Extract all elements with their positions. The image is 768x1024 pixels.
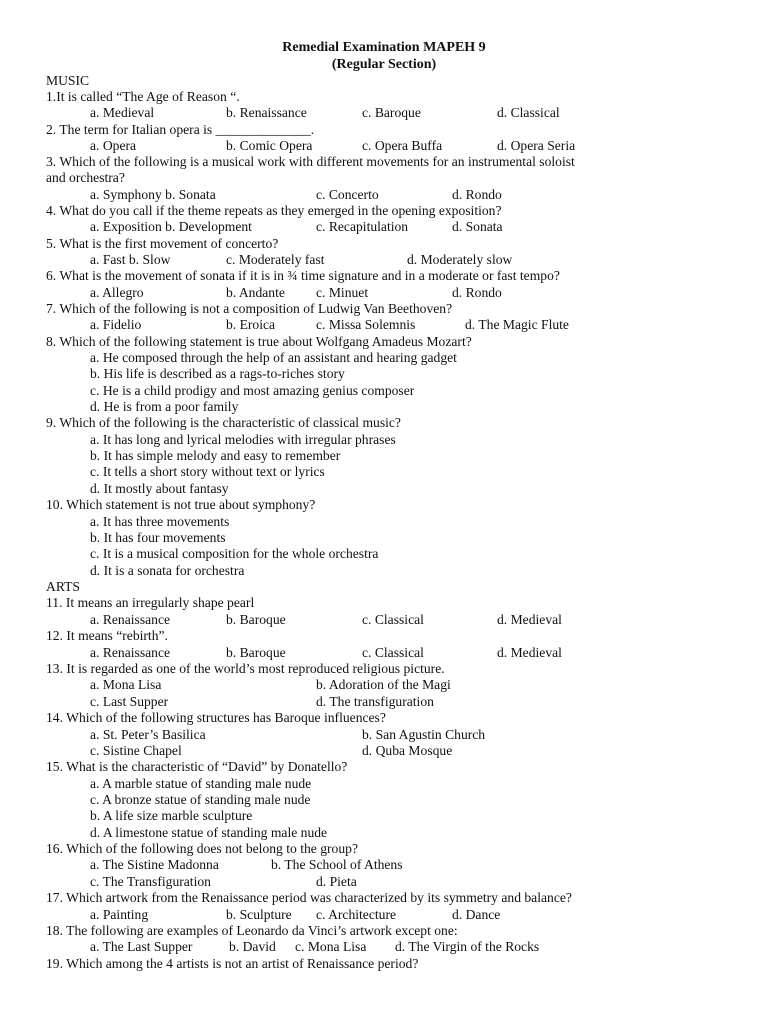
q10-option-c: c. It is a musical composition for the whole orchestra bbox=[90, 546, 379, 561]
q2-option-a: a. Opera bbox=[90, 138, 137, 153]
q13-option-c: c. Last Supper bbox=[90, 694, 169, 709]
q12-option-d: d. Medieval bbox=[497, 645, 562, 660]
question-11: 11. It means an irregularly shape pearl bbox=[46, 595, 255, 610]
q14-option-b: b. San Agustin Church bbox=[362, 727, 486, 742]
q9-option-a: a. It has long and lyrical melodies with irregular phrases bbox=[90, 432, 396, 447]
q17-option-c: c. Architecture bbox=[316, 907, 397, 922]
q2-option-d: d. Opera Seria bbox=[497, 138, 576, 153]
q16-option-b: b. The School of Athens bbox=[271, 857, 403, 872]
q6-option-b: b. Andante bbox=[226, 285, 285, 300]
q10-option-b: b. It has four movements bbox=[90, 530, 226, 545]
q7-option-d: d. The Magic Flute bbox=[465, 317, 569, 332]
exam-subtitle: (Regular Section) bbox=[331, 57, 437, 72]
q1-option-a: a. Medieval bbox=[90, 105, 155, 120]
q13-option-a: a. Mona Lisa bbox=[90, 677, 162, 692]
question-16: 16. Which of the following does not belong to the group? bbox=[46, 841, 358, 856]
question-12: 12. It means “rebirth”. bbox=[46, 628, 168, 643]
q14-option-a: a. St. Peter’s Basilica bbox=[90, 727, 206, 742]
question-17: 17. Which artwork from the Renaissance period was characterized by its symmetry and balance? bbox=[46, 890, 572, 905]
q11-option-b: b. Baroque bbox=[226, 612, 286, 627]
q15-option-b: b. A life size marble sculpture bbox=[90, 808, 253, 823]
q17-option-d: d. Dance bbox=[452, 907, 501, 922]
q5-option-a: a. Fast b. Slow bbox=[90, 252, 171, 267]
section-arts-heading: ARTS bbox=[46, 579, 80, 594]
q5-option-c: c. Moderately fast bbox=[226, 252, 325, 267]
q16-option-c: c. The Transfiguration bbox=[90, 874, 211, 889]
q10-option-d: d. It is a sonata for orchestra bbox=[90, 563, 245, 578]
q18-option-d: d. The Virgin of the Rocks bbox=[395, 939, 540, 954]
question-10: 10. Which statement is not true about symphony? bbox=[46, 497, 316, 512]
q9-option-c: c. It tells a short story without text or lyrics bbox=[90, 464, 325, 479]
q8-option-c: c. He is a child prodigy and most amazing genius composer bbox=[90, 383, 415, 398]
question-19: 19. Which among the 4 artists is not an artist of Renaissance period? bbox=[46, 956, 419, 971]
section-music-heading: MUSIC bbox=[46, 73, 90, 88]
q7-option-b: b. Eroica bbox=[226, 317, 276, 332]
q3-option-c: c. Concerto bbox=[316, 187, 379, 202]
question-14: 14. Which of the following structures has Baroque influences? bbox=[46, 710, 386, 725]
q2-option-b: b. Comic Opera bbox=[226, 138, 313, 153]
q12-option-b: b. Baroque bbox=[226, 645, 286, 660]
question-8: 8. Which of the following statement is true about Wolfgang Amadeus Mozart? bbox=[46, 334, 472, 349]
q1-option-b: b. Renaissance bbox=[226, 105, 307, 120]
q15-option-c: c. A bronze statue of standing male nude bbox=[90, 792, 311, 807]
q17-option-a: a. Painting bbox=[90, 907, 149, 922]
exam-title: Remedial Examination MAPEH 9 bbox=[282, 40, 486, 55]
q12-option-c: c. Classical bbox=[362, 645, 424, 660]
question-4: 4. What do you call if the theme repeats as they emerged in the opening exposition? bbox=[46, 203, 502, 218]
q13-option-d: d. The transfiguration bbox=[316, 694, 434, 709]
q14-option-d: d. Quba Mosque bbox=[362, 743, 453, 758]
q6-option-c: c. Minuet bbox=[316, 285, 369, 300]
q13-option-b: b. Adoration of the Magi bbox=[316, 677, 451, 692]
q2-option-c: c. Opera Buffa bbox=[362, 138, 443, 153]
q6-option-a: a. Allegro bbox=[90, 285, 144, 300]
q7-option-c: c. Missa Solemnis bbox=[316, 317, 416, 332]
q10-option-a: a. It has three movements bbox=[90, 514, 230, 529]
q7-option-a: a. Fidelio bbox=[90, 317, 142, 332]
q16-option-d: d. Pieta bbox=[316, 874, 357, 889]
question-7: 7. Which of the following is not a composition of Ludwig Van Beethoven? bbox=[46, 301, 453, 316]
q11-option-d: d. Medieval bbox=[497, 612, 562, 627]
q16-option-a: a. The Sistine Madonna bbox=[90, 857, 219, 872]
q15-option-d: d. A limestone statue of standing male nude bbox=[90, 825, 328, 840]
q14-option-c: c. Sistine Chapel bbox=[90, 743, 182, 758]
q12-option-a: a. Renaissance bbox=[90, 645, 171, 660]
q9-option-d: d. It mostly about fantasy bbox=[90, 481, 229, 496]
q11-option-c: c. Classical bbox=[362, 612, 424, 627]
q3-option-a: a. Symphony b. Sonata bbox=[90, 187, 216, 202]
q3-option-d: d. Rondo bbox=[452, 187, 502, 202]
q8-option-d: d. He is from a poor family bbox=[90, 399, 239, 414]
question-18: 18. The following are examples of Leonardo da Vinci’s artwork except one: bbox=[46, 923, 458, 938]
q11-option-a: a. Renaissance bbox=[90, 612, 171, 627]
q1-option-c: c. Baroque bbox=[362, 105, 421, 120]
question-3-continuation: and orchestra? bbox=[46, 170, 125, 185]
q9-option-b: b. It has simple melody and easy to remember bbox=[90, 448, 341, 463]
question-13: 13. It is regarded as one of the world’s most reproduced religious picture. bbox=[46, 661, 445, 676]
q15-option-a: a. A marble statue of standing male nude bbox=[90, 776, 312, 791]
question-1: 1.It is called “The Age of Reason “. bbox=[46, 89, 240, 104]
q8-option-b: b. His life is described as a rags-to-riches story bbox=[90, 366, 345, 381]
q1-option-d: d. Classical bbox=[497, 105, 560, 120]
q18-option-b: b. David bbox=[229, 939, 276, 954]
question-15: 15. What is the characteristic of “David” by Donatello? bbox=[46, 759, 348, 774]
question-3: 3. Which of the following is a musical work with different movements for an instrumental soloist bbox=[46, 154, 575, 169]
q18-option-a: a. The Last Supper bbox=[90, 939, 193, 954]
q4-option-c: c. Recapitulation bbox=[316, 219, 409, 234]
question-9: 9. Which of the following is the characteristic of classical music? bbox=[46, 415, 401, 430]
q4-option-d: d. Sonata bbox=[452, 219, 503, 234]
q8-option-a: a. He composed through the help of an assistant and hearing gadget bbox=[90, 350, 457, 365]
q17-option-b: b. Sculpture bbox=[226, 907, 292, 922]
q6-option-d: d. Rondo bbox=[452, 285, 502, 300]
question-6: 6. What is the movement of sonata if it is in ¾ time signature and in a moderate or fast tempo? bbox=[46, 268, 560, 283]
q4-option-a: a. Exposition b. Development bbox=[90, 219, 252, 234]
question-5: 5. What is the first movement of concerto? bbox=[46, 236, 279, 251]
q18-option-c: c. Mona Lisa bbox=[295, 939, 367, 954]
q5-option-d: d. Moderately slow bbox=[407, 252, 513, 267]
question-2: 2. The term for Italian opera is ______________. bbox=[46, 122, 315, 137]
